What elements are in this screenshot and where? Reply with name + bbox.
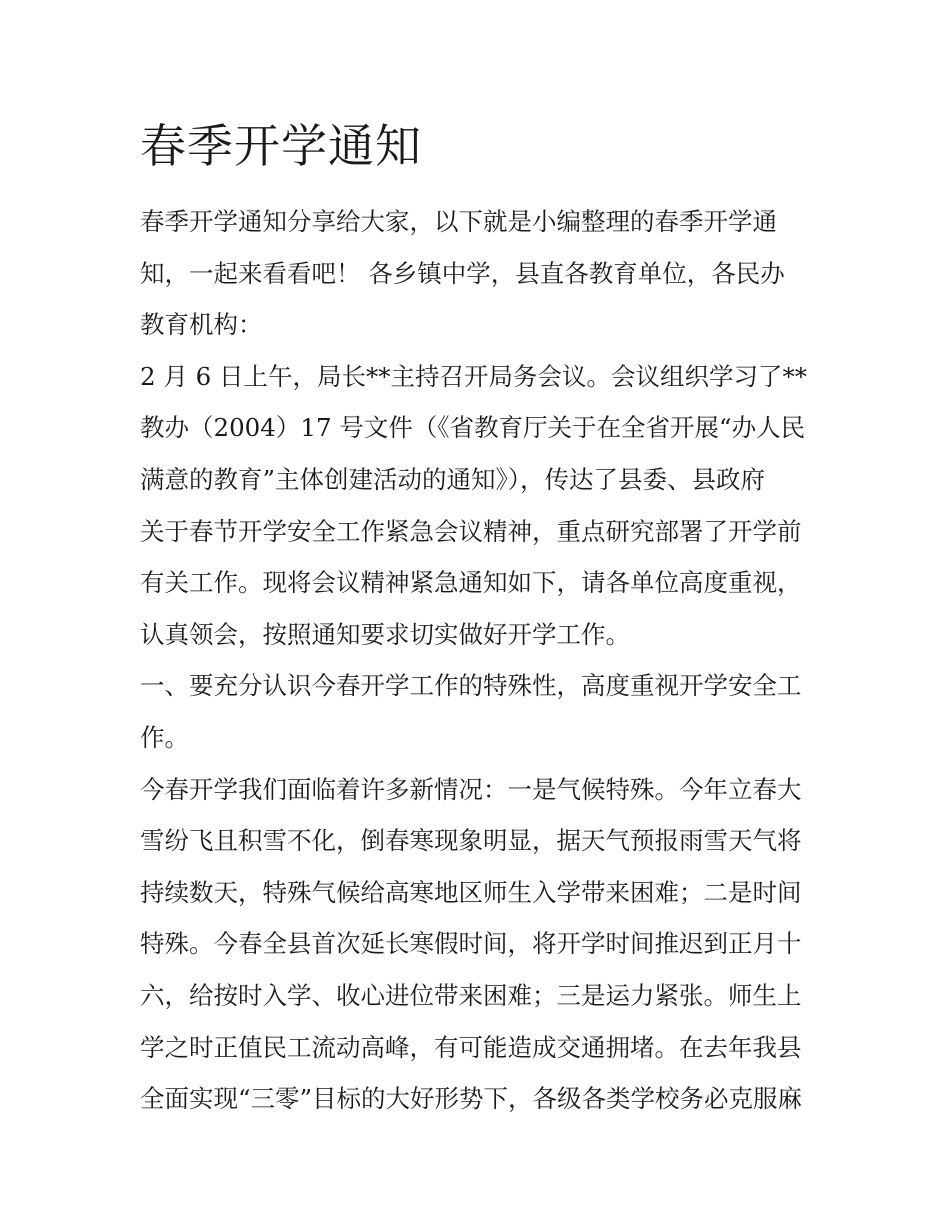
body-line: 2 月 6 日上午，局长**主持召开局务会议。会议组织学习了**: [140, 361, 808, 391]
body-line: 今春开学我们面临着许多新情况：一是气候特殊。今年立春大: [140, 774, 802, 804]
body-line: 全面实现“三零”目标的大好形势下，各级各类学校务必克服麻: [140, 1084, 803, 1114]
body-line: 学之时正值民工流动高峰，有可能造成交通拥堵。在去年我县: [140, 1032, 802, 1062]
body-line: 持续数天，特殊气候给高寒地区师生入学带来困难；二是时间: [140, 877, 802, 907]
body-line: 知，一起来看看吧！ 各乡镇中学，县直各教育单位，各民办: [140, 258, 785, 288]
body-line: 六，给按时入学、收心进位带来困难；三是运力紧张。师生上: [140, 980, 802, 1010]
document-title: 春季开学通知: [140, 119, 422, 173]
body-line: 教育机构：: [140, 310, 263, 340]
body-line: 关于春节开学安全工作紧急会议精神，重点研究部署了开学前: [140, 516, 802, 546]
body-line: 有关工作。现将会议精神紧急通知如下，请各单位高度重视，: [140, 568, 802, 598]
body-line: 教办（2004）17 号文件（《省教育厅关于在全省开展“办人民: [140, 413, 806, 443]
body-line: 特殊。今春全县首次延长寒假时间，将开学时间推迟到正月十: [140, 929, 802, 959]
body-line: 一、要充分认识今春开学工作的特殊性，高度重视开学安全工: [140, 671, 802, 701]
body-line: 认真领会，按照通知要求切实做好开学工作。: [140, 619, 630, 649]
body-line: 满意的教育”主体创建活动的通知》），传达了县委、县政府: [140, 464, 766, 494]
body-line: 作。: [140, 722, 189, 752]
document-body: [140, 196, 820, 1125]
body-line: 雪纷飞且积雪不化，倒春寒现象明显，据天气预报雨雪天气将: [140, 826, 802, 856]
body-line: 春季开学通知分享给大家，以下就是小编整理的春季开学通: [140, 207, 777, 236]
